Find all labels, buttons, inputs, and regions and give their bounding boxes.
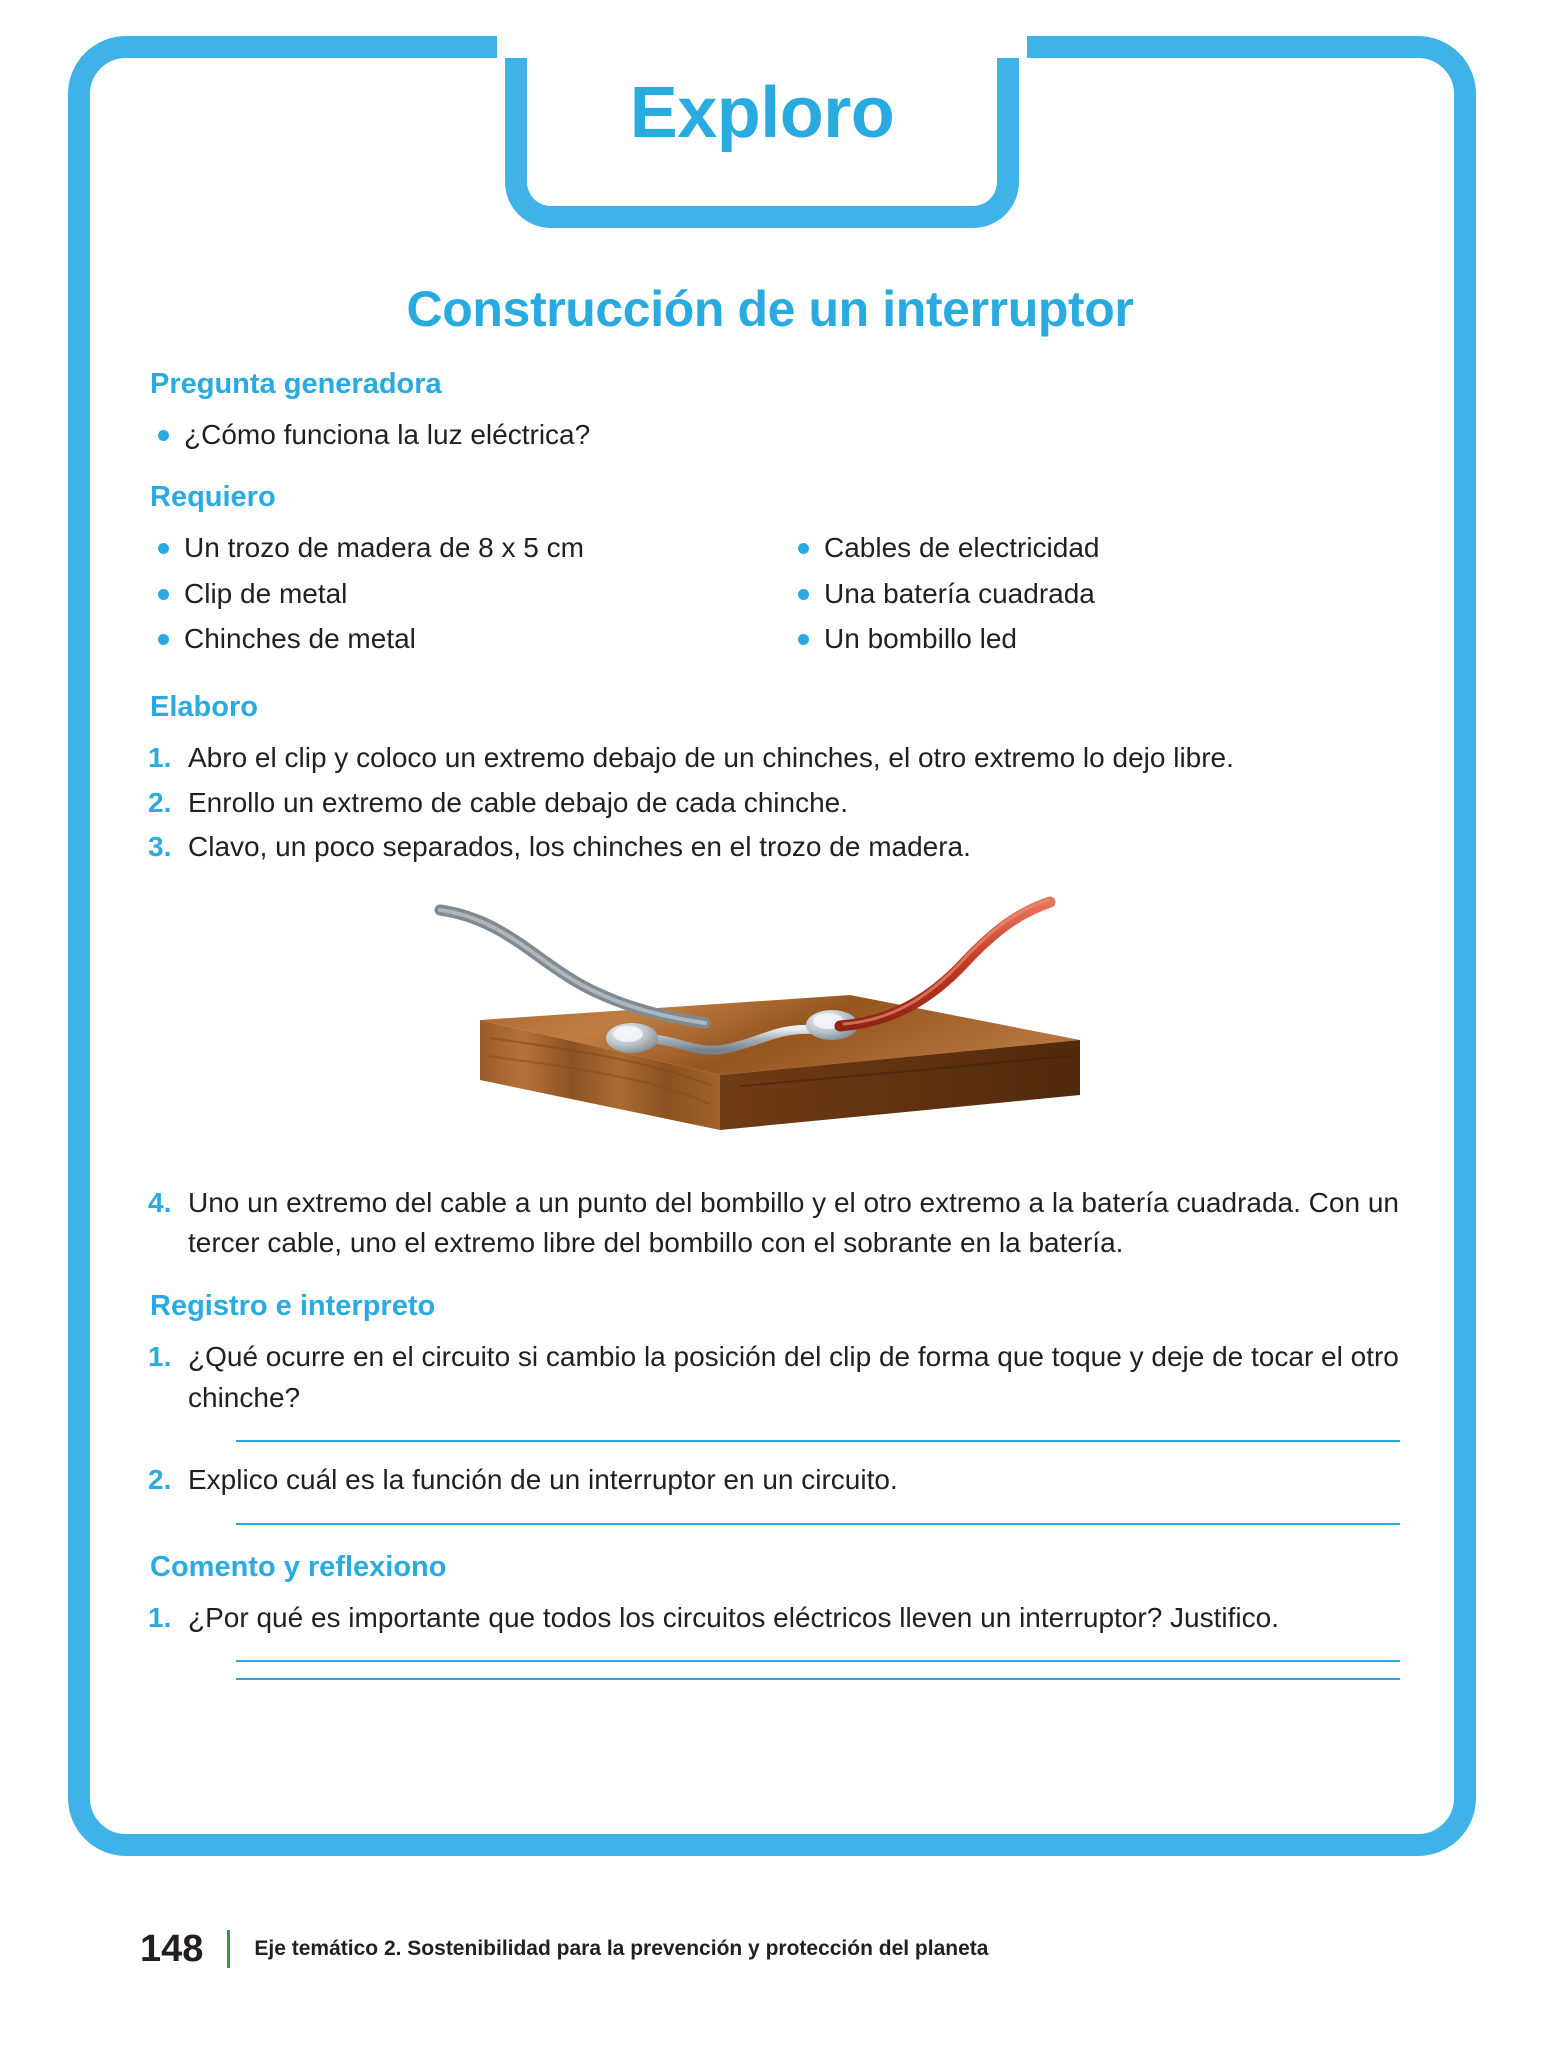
question-text: Explico cuál es la función de un interruptor en un circuito. bbox=[188, 1464, 898, 1496]
step-text: Clavo, un poco separados, los chinches en el trozo de madera. bbox=[188, 831, 971, 863]
list-item: Chinches de metal bbox=[140, 619, 760, 659]
list-item: Cables de electricidad bbox=[780, 528, 1400, 568]
list-item bbox=[140, 1337, 1400, 1442]
answer-line[interactable] bbox=[236, 1678, 1400, 1680]
section-tab-label: Exploro bbox=[629, 73, 895, 153]
step-text: Uno un extremo del cable a un punto del bombillo y el otro extremo a la batería cuadrada. Con un tercer cable, uno el extremo libre del bombillo con el sobrante en la batería. bbox=[188, 1186, 1399, 1259]
list-elaboro-step4 bbox=[140, 1183, 1400, 1264]
step-text: Abro el clip y coloco un extremo debajo de un chinches, el otro extremo lo dejo libre. bbox=[188, 742, 1234, 773]
content-area bbox=[140, 280, 1400, 1684]
list-item bbox=[140, 1460, 1400, 1525]
step-number: 3. bbox=[148, 831, 172, 863]
list-item: Un trozo de madera de 8 x 5 cm bbox=[140, 528, 760, 568]
question-text: ¿Qué ocurre en el circuito si cambio la posición del clip de forma que toque y deje de tocar el otro chinche? bbox=[188, 1340, 1399, 1413]
question-number: 1. bbox=[148, 1340, 172, 1372]
footer-caption: Eje temático 2. Sostenibilidad para la prevención y protección del planeta bbox=[254, 1937, 989, 1960]
list-item bbox=[140, 827, 1400, 868]
switch-illustration bbox=[140, 890, 1400, 1165]
page-footer bbox=[140, 1930, 988, 1968]
list-item: Un bombillo led bbox=[780, 619, 1400, 659]
list-requiero-left bbox=[140, 528, 760, 659]
question-number: 2. bbox=[148, 1464, 172, 1496]
list-registro-questions bbox=[140, 1337, 1400, 1525]
list-item: ¿Cómo funciona la luz eléctrica? bbox=[140, 415, 1400, 455]
heading-comento-y-reflexiono: Comento y reflexiono bbox=[150, 1550, 447, 1583]
wood-block-switch-figure bbox=[420, 890, 1120, 1160]
heading-elaboro: Elaboro bbox=[150, 691, 258, 723]
list-item bbox=[140, 783, 1400, 824]
list-item bbox=[140, 1183, 1400, 1264]
question-number: 1. bbox=[148, 1601, 172, 1633]
page-title: Construcción de un interruptor bbox=[406, 281, 1134, 337]
list-elaboro-steps bbox=[140, 738, 1400, 868]
requiero-right-column bbox=[760, 528, 1400, 665]
list-comento-questions bbox=[140, 1598, 1400, 1681]
heading-registro-e-interpreto: Registro e interpreto bbox=[150, 1289, 436, 1322]
answer-line[interactable] bbox=[236, 1523, 1400, 1525]
answer-line[interactable] bbox=[236, 1660, 1400, 1662]
list-item bbox=[140, 1598, 1400, 1681]
step-number: 4. bbox=[148, 1186, 172, 1218]
answer-line[interactable] bbox=[236, 1440, 1400, 1442]
question-text: ¿Por qué es importante que todos los circuitos eléctricos lleven un interruptor? Justifico. bbox=[188, 1601, 1279, 1633]
list-item: Clip de metal bbox=[140, 574, 760, 614]
step-number: 2. bbox=[148, 786, 172, 818]
list-item: Una batería cuadrada bbox=[780, 574, 1400, 614]
section-tab bbox=[505, 58, 1019, 228]
list-pregunta-generadora bbox=[140, 415, 1400, 455]
requiero-columns bbox=[140, 528, 1400, 665]
heading-pregunta-generadora: Pregunta generadora bbox=[150, 368, 442, 400]
list-requiero-right bbox=[780, 528, 1400, 659]
step-number: 1. bbox=[148, 742, 172, 773]
step-text: Enrollo un extremo de cable debajo de cada chinche. bbox=[188, 786, 848, 818]
requiero-left-column bbox=[140, 528, 760, 665]
list-item bbox=[140, 738, 1400, 779]
heading-requiero: Requiero bbox=[150, 480, 276, 513]
page-number: 148 bbox=[140, 1930, 230, 1968]
